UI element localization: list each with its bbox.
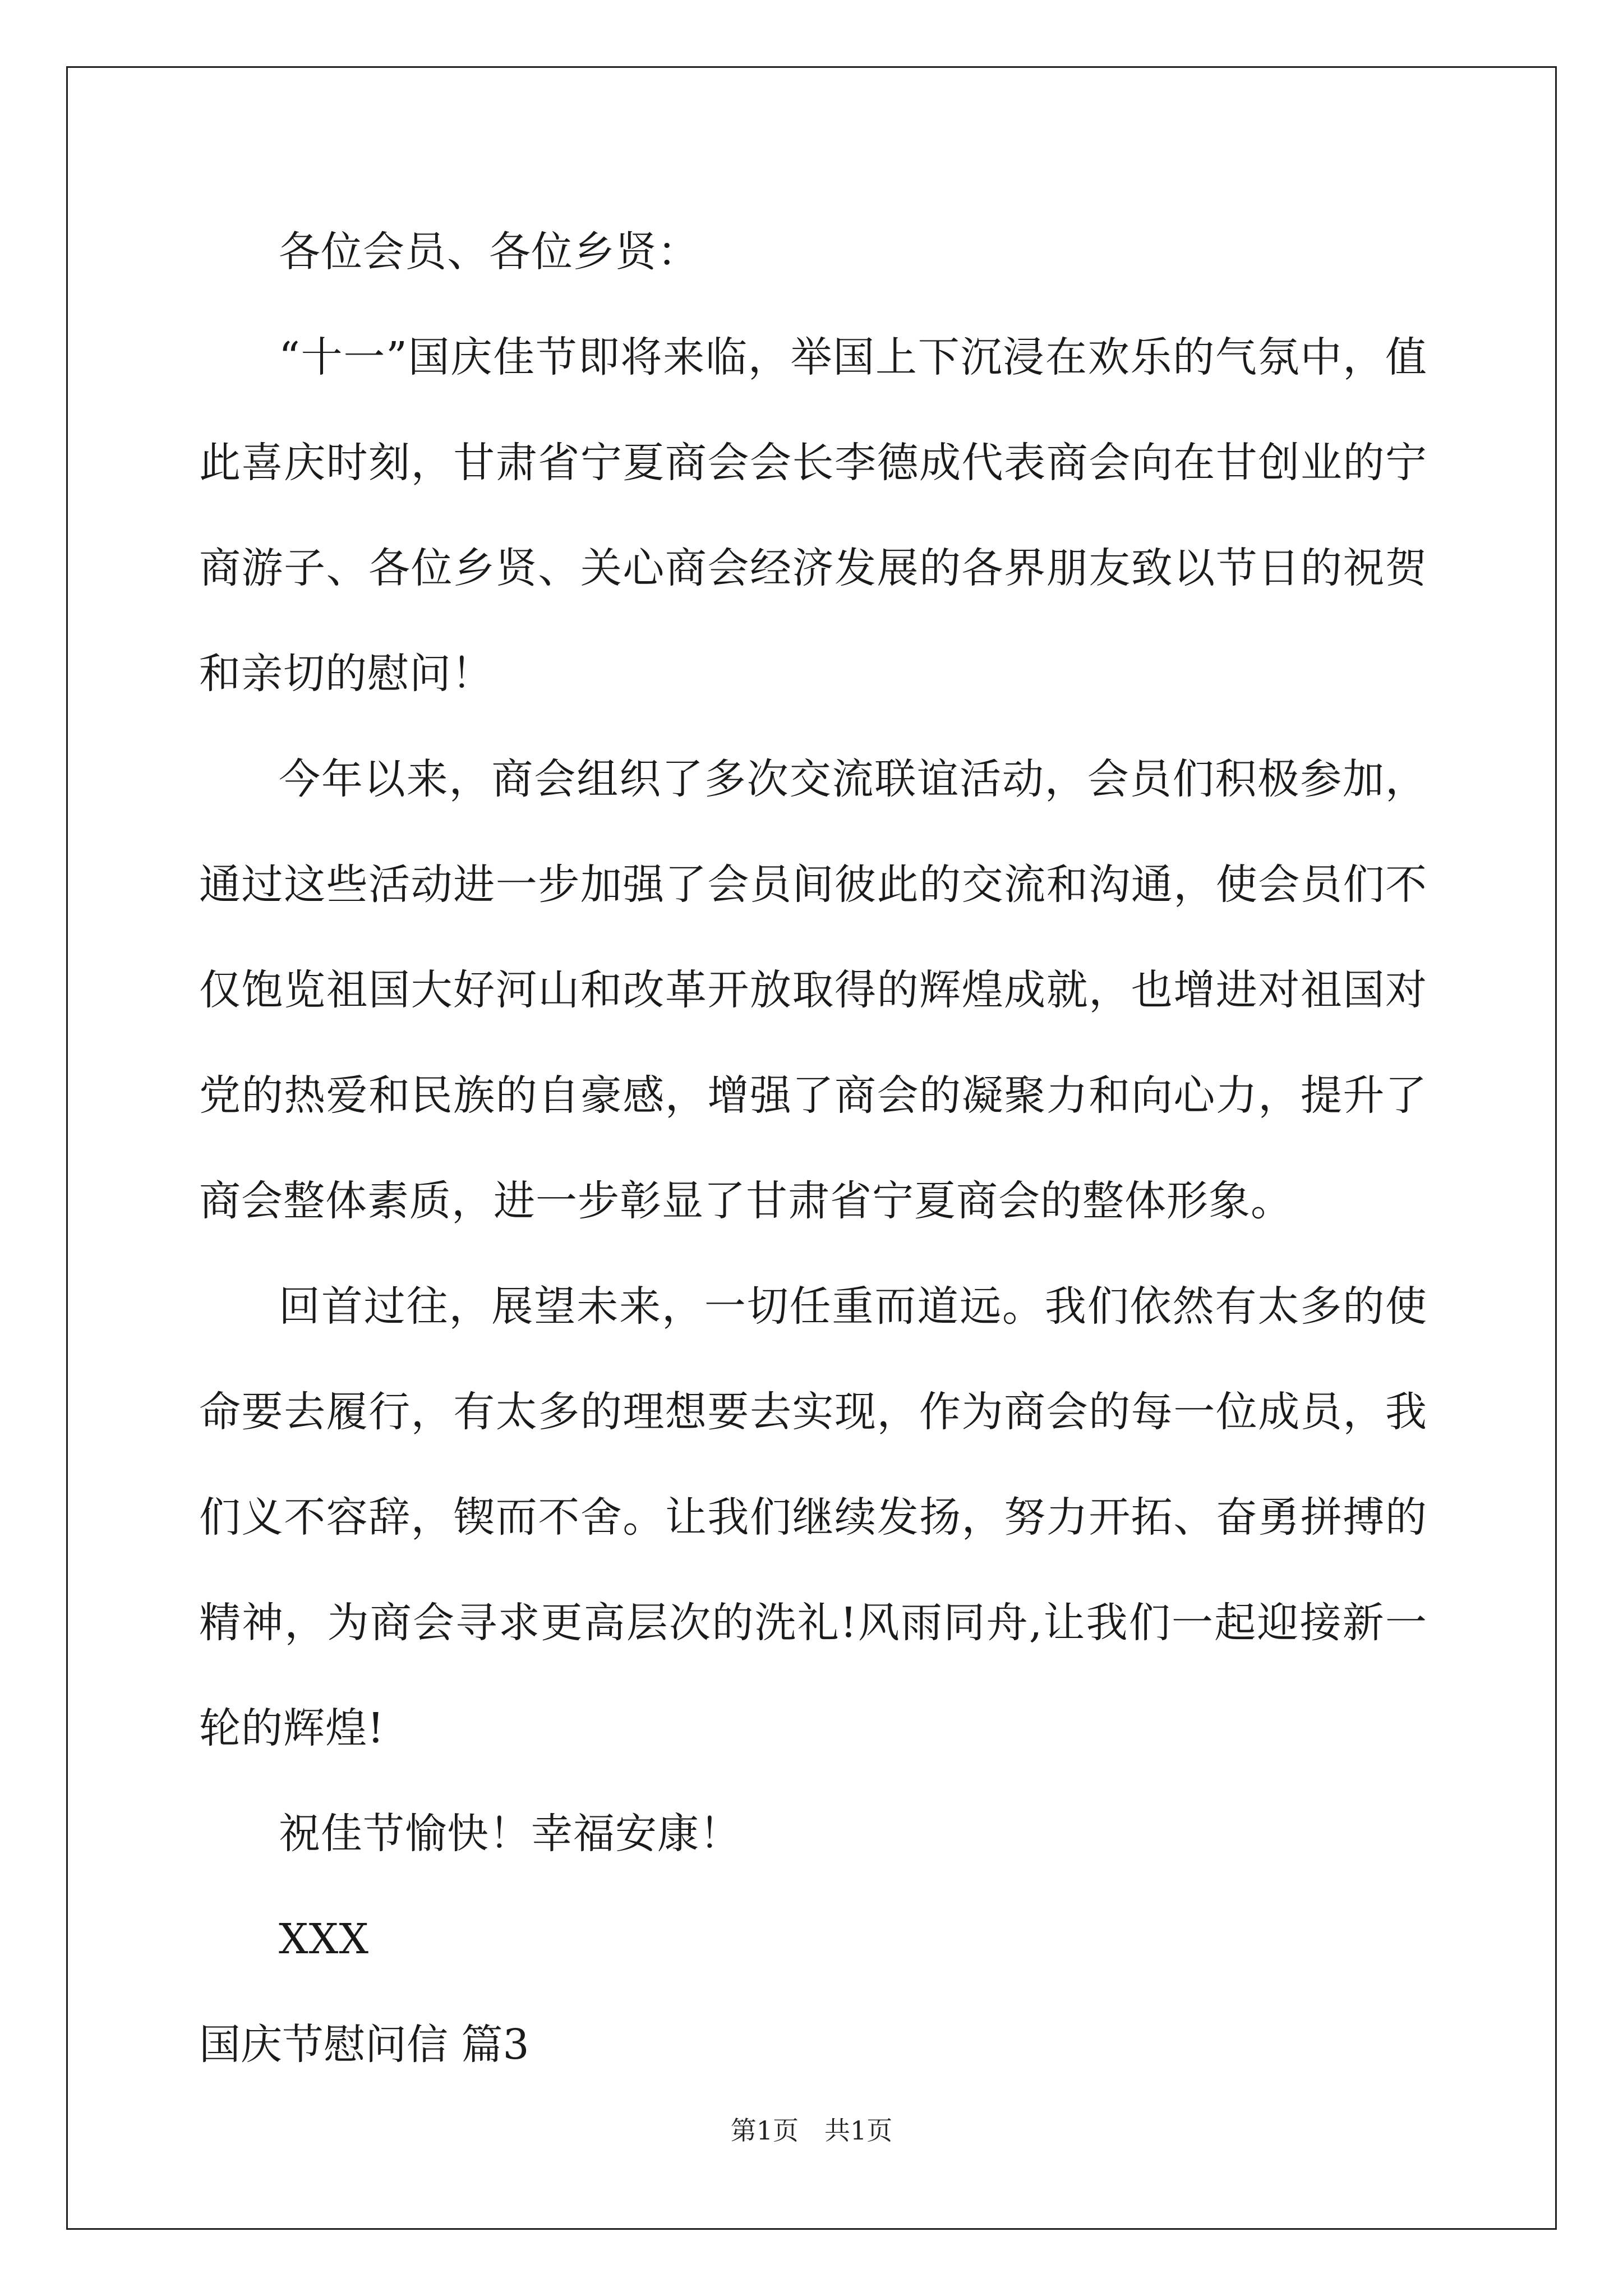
closing-wishes: 祝佳节愉快！幸福安康！ [279, 1810, 741, 1858]
letter-body [199, 199, 1427, 2097]
paragraph-outlook: 回首过往，展望未来，一切任重而道远。我们依然有太多的使命要去履行，有太多的理想要去实现，作为商会的每一位成员，我们义不容辞，锲而不舍。让我们继续发扬，努力开拓、奋勇拼搏的精神，为商会寻求更高层次的洗礼!风雨同舟,让我们一起迎接新一轮的辉煌! [199, 1282, 1427, 1752]
page-number: 第1页 [730, 2115, 799, 2146]
signature: XXX [279, 1915, 370, 1963]
page-total: 共1页 [824, 2115, 893, 2146]
salutation: 各位会员、各位乡贤： [279, 228, 699, 276]
page-footer [0, 2110, 1623, 2147]
paragraph-greeting: “十一”国庆佳节即将来临，举国上下沉浸在欢乐的气氛中，值此喜庆时刻，甘肃省宁夏商会会长李德成代表商会向在甘创业的宁商游子、各位乡贤、关心商会经济发展的各界朋友致以节日的祝贺和亲切的慰问！ [199, 333, 1427, 698]
section-heading: 国庆节慰问信 篇3 [199, 2021, 529, 2069]
paragraph-activities: 今年以来，商会组织了多次交流联谊活动，会员们积极参加，通过这些活动进一步加强了会员间彼此的交流和沟通，使会员们不仅饱览祖国大好河山和改革开放取得的辉煌成就，也增进对祖国对党的热爱和民族的自豪感，增强了商会的凝聚力和向心力，提升了商会整体素质，进一步彰显了甘肃省宁夏商会的整体形象。 [199, 755, 1427, 1225]
